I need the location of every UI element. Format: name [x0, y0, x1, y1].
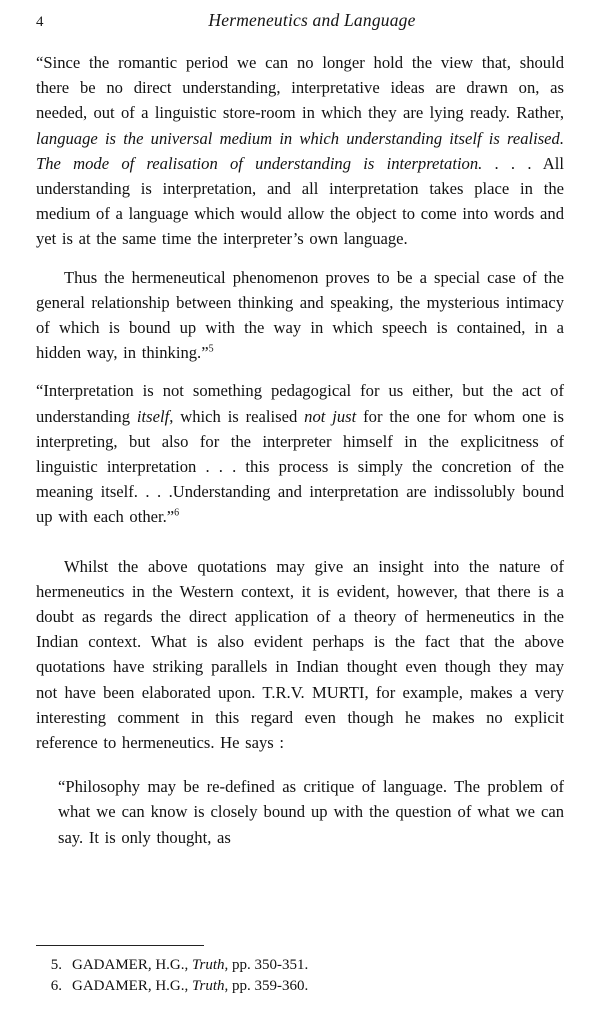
footnote-text [72, 955, 564, 976]
quote-2-text-c: for the one for whom one is interpreting, but also for the interpreter himself in the explicitness of linguistic interpretation . . . this process is simply the concretion of the meaning itself. . . .Understanding and interpretation are indissolubly bound up with each other.” [36, 406, 564, 527]
page-header [36, 10, 564, 40]
footnote-number: 6. [50, 978, 62, 994]
quote-2-text-a: “Interpretation is not something pedagogical for us either, but the act of understanding [36, 381, 564, 426]
footnote-item [36, 976, 564, 997]
quote-1-italic-a: language is the universal medium in which understanding itself is realised. The mode of realisation of understanding is interpretation. [36, 128, 564, 173]
body-paragraph-1: Whilst the above quotations may give an insight into the nature of hermeneutics in the Western context, it is evident, however, that there is a doubt as regards the direct application of a theory of hermeneutics in the Indian context. What is also evident perhaps is the fact that the above quotations have striking parallels in Indian thought even though they may not have been elaborated upon. T.R.V. MURTI, for example, makes a very interesting comment in this regard even though he makes no explicit reference to hermeneutics. He says : [36, 556, 564, 753]
quote-2-text-b: , which is realised [169, 406, 305, 426]
footnote-area [36, 925, 564, 997]
footnote-author: GADAMER, H.G., [72, 957, 189, 973]
block-quote-3: “Philosophy may be re-defined as critique of language. The problem of what we can know is closely bound up with the question of what we can say. It is only thought, as [58, 777, 564, 847]
footnote-author: GADAMER, H.G., [72, 978, 189, 994]
footnote-item [36, 955, 564, 976]
footnote-text [72, 976, 564, 997]
page-number: 4 [36, 14, 44, 30]
quote-1-text-b: . . . All understanding is interpretation, and all interpretation takes place in the medium of a language which would allow the object to come into words and yet is at the same time the interpreter’s own language. [36, 153, 564, 249]
footnote-pages: , pp. 359-360. [224, 978, 309, 994]
quote-2-italic-a: itself [136, 406, 170, 426]
footnote-ref-5: 5 [208, 343, 214, 355]
footnote-divider [36, 945, 204, 946]
footnote-title: Truth [192, 978, 225, 994]
footnote-title: Truth [192, 957, 225, 973]
footnote-number: 5. [50, 957, 62, 973]
running-head: Hermeneutics and Language [208, 10, 416, 30]
quote-1-text-a: “Since the romantic period we can no longer hold the view that, should there be no direct understanding, interpretative ideas are drawn on, as needed, out of a linguistic store-room in which they are lying ready. Rather, [36, 53, 564, 123]
block-quote-1-continued [36, 265, 564, 366]
footnote-ref-6: 6 [174, 507, 180, 519]
quote-1-text-c: Thus the hermeneutical phenomenon proves to be a special case of the general relationship between thinking and speaking, the mysterious intimacy of which is bound up with the way in which speech is contained, in a hidden way, in thinking.” [36, 267, 564, 363]
page-body [36, 50, 564, 850]
footnote-list [36, 955, 564, 997]
block-quote-1 [36, 50, 564, 252]
block-quote-2 [36, 378, 564, 529]
footnote-pages: , pp. 350-351. [224, 957, 309, 973]
quote-2-italic-b: not just [304, 406, 357, 426]
